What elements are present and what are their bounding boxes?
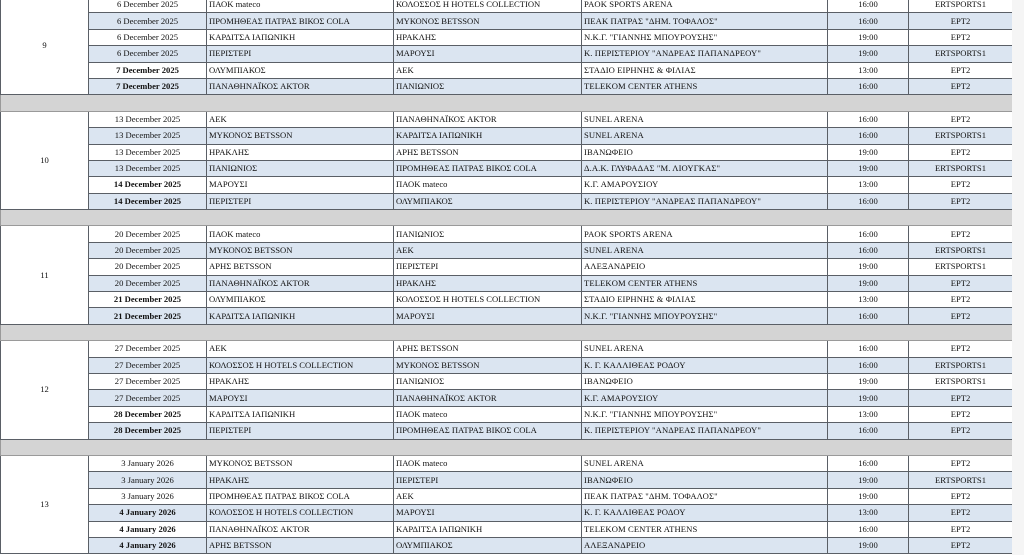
tv-channel: ΕΡΤ2 bbox=[909, 488, 1013, 504]
game-row bbox=[1, 242, 1013, 258]
away-team: ΠΑΝΑΘΗΝΑΪΚΟΣ AKTOR bbox=[394, 390, 582, 406]
venue: Δ.Α.Κ. ΓΛΥΦΑΔΑΣ "Μ. ΛΙΟΥΓΚΑΣ" bbox=[582, 160, 828, 176]
game-row bbox=[1, 390, 1013, 406]
page-edge bbox=[1012, 0, 1024, 555]
game-row bbox=[1, 29, 1013, 45]
away-team: ΠΑΝΙΩΝΙΟΣ bbox=[394, 78, 582, 94]
tv-channel: ΕΡΤ2 bbox=[909, 275, 1013, 291]
venue: Κ. Γ. ΚΑΛΛΙΘΕΑΣ ΡΟΔΟΥ bbox=[582, 357, 828, 373]
venue: ΠΕΑΚ ΠΑΤΡΑΣ "ΔΗΜ. ΤΟΦΑΛΟΣ" bbox=[582, 488, 828, 504]
venue: SUNEL ARENA bbox=[582, 455, 828, 471]
match-date: 3 January 2026 bbox=[89, 488, 207, 504]
round-separator bbox=[1, 210, 1013, 226]
match-date: 14 December 2025 bbox=[89, 193, 207, 209]
match-date: 28 December 2025 bbox=[89, 406, 207, 422]
match-date: 6 December 2025 bbox=[89, 13, 207, 29]
venue: SUNEL ARENA bbox=[582, 242, 828, 258]
home-team: ΠΑΝΑΘΗΝΑΪΚΟΣ AKTOR bbox=[207, 275, 394, 291]
away-team: ΚΑΡΔΙΤΣΑ ΙΑΠΩΝΙΚΗ bbox=[394, 128, 582, 144]
tip-off-time: 16:00 bbox=[828, 308, 909, 324]
home-team: ΚΑΡΔΙΤΣΑ ΙΑΠΩΝΙΚΗ bbox=[207, 308, 394, 324]
tv-channel: ERTSPORTS1 bbox=[909, 259, 1013, 275]
venue: ΙΒΑΝΩΦΕΙΟ bbox=[582, 373, 828, 389]
tip-off-time: 13:00 bbox=[828, 406, 909, 422]
match-date: 7 December 2025 bbox=[89, 78, 207, 94]
match-date: 28 December 2025 bbox=[89, 423, 207, 439]
away-team: ΠΕΡΙΣΤΕΡΙ bbox=[394, 472, 582, 488]
tv-channel: ERTSPORTS1 bbox=[909, 357, 1013, 373]
venue: SUNEL ARENA bbox=[582, 128, 828, 144]
away-team: ΑΡΗΣ BETSSON bbox=[394, 144, 582, 160]
game-row bbox=[1, 193, 1013, 209]
home-team: ΗΡΑΚΛΗΣ bbox=[207, 373, 394, 389]
home-team: ΠΑΝΑΘΗΝΑΪΚΟΣ AKTOR bbox=[207, 521, 394, 537]
game-row bbox=[1, 357, 1013, 373]
tv-channel: ΕΡΤ2 bbox=[909, 341, 1013, 357]
game-row bbox=[1, 78, 1013, 94]
round-number: 13 bbox=[1, 455, 89, 553]
home-team: ΚΟΛΟΣΣΟΣ Η HOTELS COLLECTION bbox=[207, 357, 394, 373]
home-team: ΗΡΑΚΛΗΣ bbox=[207, 144, 394, 160]
game-row bbox=[1, 144, 1013, 160]
tv-channel: ΕΡΤ2 bbox=[909, 505, 1013, 521]
tip-off-time: 19:00 bbox=[828, 537, 909, 553]
tv-channel: ΕΡΤ2 bbox=[909, 406, 1013, 422]
game-row bbox=[1, 160, 1013, 176]
game-row bbox=[1, 373, 1013, 389]
tv-channel: ΕΡΤ2 bbox=[909, 62, 1013, 78]
match-date: 7 December 2025 bbox=[89, 62, 207, 78]
tip-off-time: 13:00 bbox=[828, 62, 909, 78]
match-date: 3 January 2026 bbox=[89, 472, 207, 488]
separator-cell bbox=[1, 324, 1013, 340]
away-team: ΟΛΥΜΠΙΑΚΟΣ bbox=[394, 193, 582, 209]
venue: TELEKOM CENTER ATHENS bbox=[582, 275, 828, 291]
match-date: 14 December 2025 bbox=[89, 177, 207, 193]
home-team: ΜΑΡΟΥΣΙ bbox=[207, 390, 394, 406]
venue: SUNEL ARENA bbox=[582, 341, 828, 357]
away-team: ΠΕΡΙΣΤΕΡΙ bbox=[394, 259, 582, 275]
away-team: ΚΟΛΟΣΣΟΣ Η HOTELS COLLECTION bbox=[394, 292, 582, 308]
tv-channel: ΕΡΤ2 bbox=[909, 537, 1013, 553]
tip-off-time: 19:00 bbox=[828, 488, 909, 504]
tip-off-time: 16:00 bbox=[828, 0, 909, 13]
game-row bbox=[1, 488, 1013, 504]
tip-off-time: 16:00 bbox=[828, 128, 909, 144]
round-number: 12 bbox=[1, 341, 89, 439]
venue: Κ. ΠΕΡΙΣΤΕΡΙΟΥ "ΑΝΔΡΕΑΣ ΠΑΠΑΝΔΡΕΟΥ" bbox=[582, 46, 828, 62]
venue: Ν.Κ.Γ. "ΓΙΑΝΝΗΣ ΜΠΟΥΡΟΥΣΗΣ" bbox=[582, 29, 828, 45]
home-team: ΠΑΟΚ mateco bbox=[207, 0, 394, 13]
tip-off-time: 16:00 bbox=[828, 111, 909, 127]
tip-off-time: 19:00 bbox=[828, 144, 909, 160]
away-team: ΠΑΟΚ mateco bbox=[394, 177, 582, 193]
match-date: 27 December 2025 bbox=[89, 390, 207, 406]
venue: ΙΒΑΝΩΦΕΙΟ bbox=[582, 144, 828, 160]
round-separator bbox=[1, 324, 1013, 340]
tv-channel: ΕΡΤ2 bbox=[909, 111, 1013, 127]
game-row bbox=[1, 292, 1013, 308]
round-separator bbox=[1, 95, 1013, 111]
round-separator bbox=[1, 439, 1013, 455]
game-row bbox=[1, 505, 1013, 521]
match-date: 20 December 2025 bbox=[89, 259, 207, 275]
home-team: ΜΥΚΟΝΟΣ BETSSON bbox=[207, 128, 394, 144]
tv-channel: ΕΡΤ2 bbox=[909, 177, 1013, 193]
home-team: ΗΡΑΚΛΗΣ bbox=[207, 472, 394, 488]
home-team: ΜΑΡΟΥΣΙ bbox=[207, 177, 394, 193]
match-date: 6 December 2025 bbox=[89, 46, 207, 62]
match-date: 4 January 2026 bbox=[89, 537, 207, 553]
venue: PAOK SPORTS ARENA bbox=[582, 0, 828, 13]
tip-off-time: 19:00 bbox=[828, 46, 909, 62]
home-team: ΠΡΟΜΗΘΕΑΣ ΠΑΤΡΑΣ ΒΙΚΟΣ COLA bbox=[207, 488, 394, 504]
tv-channel: ERTSPORTS1 bbox=[909, 472, 1013, 488]
match-date: 21 December 2025 bbox=[89, 292, 207, 308]
tip-off-time: 13:00 bbox=[828, 505, 909, 521]
away-team: ΗΡΑΚΛΗΣ bbox=[394, 29, 582, 45]
tv-channel: ΕΡΤ2 bbox=[909, 193, 1013, 209]
tv-channel: ERTSPORTS1 bbox=[909, 242, 1013, 258]
tv-channel: ΕΡΤ2 bbox=[909, 521, 1013, 537]
match-date: 6 December 2025 bbox=[89, 0, 207, 13]
tip-off-time: 16:00 bbox=[828, 521, 909, 537]
tip-off-time: 19:00 bbox=[828, 373, 909, 389]
tv-channel: ΕΡΤ2 bbox=[909, 308, 1013, 324]
away-team: ΗΡΑΚΛΗΣ bbox=[394, 275, 582, 291]
game-row bbox=[1, 62, 1013, 78]
tip-off-time: 16:00 bbox=[828, 13, 909, 29]
game-row bbox=[1, 455, 1013, 471]
match-date: 21 December 2025 bbox=[89, 308, 207, 324]
match-date: 27 December 2025 bbox=[89, 357, 207, 373]
match-date: 3 January 2026 bbox=[89, 455, 207, 471]
tv-channel: ERTSPORTS1 bbox=[909, 373, 1013, 389]
away-team: ΚΟΛΟΣΣΟΣ Η HOTELS COLLECTION bbox=[394, 0, 582, 13]
tv-channel: ΕΡΤ2 bbox=[909, 390, 1013, 406]
game-row bbox=[1, 0, 1013, 13]
match-date: 13 December 2025 bbox=[89, 128, 207, 144]
match-date: 13 December 2025 bbox=[89, 160, 207, 176]
game-row bbox=[1, 472, 1013, 488]
away-team: ΜΑΡΟΥΣΙ bbox=[394, 505, 582, 521]
away-team: ΠΡΟΜΗΘΕΑΣ ΠΑΤΡΑΣ ΒΙΚΟΣ COLA bbox=[394, 423, 582, 439]
tip-off-time: 16:00 bbox=[828, 357, 909, 373]
tip-off-time: 19:00 bbox=[828, 29, 909, 45]
game-row bbox=[1, 177, 1013, 193]
away-team: ΠΑΟΚ mateco bbox=[394, 406, 582, 422]
tv-channel: ΕΡΤ2 bbox=[909, 13, 1013, 29]
home-team: ΜΥΚΟΝΟΣ BETSSON bbox=[207, 242, 394, 258]
away-team: ΜΥΚΟΝΟΣ BETSSON bbox=[394, 357, 582, 373]
tv-channel: ERTSPORTS1 bbox=[909, 128, 1013, 144]
away-team: ΠΡΟΜΗΘΕΑΣ ΠΑΤΡΑΣ ΒΙΚΟΣ COLA bbox=[394, 160, 582, 176]
venue: TELEKOM CENTER ATHENS bbox=[582, 78, 828, 94]
away-team: ΑΕΚ bbox=[394, 488, 582, 504]
match-date: 20 December 2025 bbox=[89, 275, 207, 291]
away-team: ΚΑΡΔΙΤΣΑ ΙΑΠΩΝΙΚΗ bbox=[394, 521, 582, 537]
venue: Κ. ΠΕΡΙΣΤΕΡΙΟΥ "ΑΝΔΡΕΑΣ ΠΑΠΑΝΔΡΕΟΥ" bbox=[582, 423, 828, 439]
separator-cell bbox=[1, 210, 1013, 226]
game-row bbox=[1, 521, 1013, 537]
tv-channel: ΕΡΤ2 bbox=[909, 226, 1013, 242]
tv-channel: ERTSPORTS1 bbox=[909, 0, 1013, 13]
venue: Ν.Κ.Γ. "ΓΙΑΝΝΗΣ ΜΠΟΥΡΟΥΣΗΣ" bbox=[582, 406, 828, 422]
away-team: ΠΑΝΑΘΗΝΑΪΚΟΣ AKTOR bbox=[394, 111, 582, 127]
match-date: 13 December 2025 bbox=[89, 111, 207, 127]
away-team: ΠΑΟΚ mateco bbox=[394, 455, 582, 471]
tip-off-time: 19:00 bbox=[828, 259, 909, 275]
home-team: ΠΑΝΙΩΝΙΟΣ bbox=[207, 160, 394, 176]
home-team: ΑΕΚ bbox=[207, 341, 394, 357]
home-team: ΠΑΟΚ mateco bbox=[207, 226, 394, 242]
tip-off-time: 13:00 bbox=[828, 292, 909, 308]
venue: Ν.Κ.Γ. "ΓΙΑΝΝΗΣ ΜΠΟΥΡΟΥΣΗΣ" bbox=[582, 308, 828, 324]
tip-off-time: 16:00 bbox=[828, 423, 909, 439]
game-row bbox=[1, 423, 1013, 439]
away-team: ΠΑΝΙΩΝΙΟΣ bbox=[394, 226, 582, 242]
game-row bbox=[1, 308, 1013, 324]
away-team: ΑΕΚ bbox=[394, 242, 582, 258]
match-date: 27 December 2025 bbox=[89, 341, 207, 357]
round-number: 9 bbox=[1, 0, 89, 95]
tip-off-time: 13:00 bbox=[828, 177, 909, 193]
away-team: ΑΕΚ bbox=[394, 62, 582, 78]
home-team: ΜΥΚΟΝΟΣ BETSSON bbox=[207, 455, 394, 471]
tip-off-time: 16:00 bbox=[828, 78, 909, 94]
match-date: 4 January 2026 bbox=[89, 505, 207, 521]
game-row bbox=[1, 259, 1013, 275]
away-team: ΟΛΥΜΠΙΑΚΟΣ bbox=[394, 537, 582, 553]
venue: ΣΤΑΔΙΟ ΕΙΡΗΝΗΣ & ΦΙΛΙΑΣ bbox=[582, 62, 828, 78]
match-date: 20 December 2025 bbox=[89, 242, 207, 258]
tip-off-time: 16:00 bbox=[828, 193, 909, 209]
home-team: ΠΕΡΙΣΤΕΡΙ bbox=[207, 193, 394, 209]
home-team: ΑΕΚ bbox=[207, 111, 394, 127]
venue: Κ. Γ. ΚΑΛΛΙΘΕΑΣ ΡΟΔΟΥ bbox=[582, 505, 828, 521]
match-date: 27 December 2025 bbox=[89, 373, 207, 389]
tv-channel: ΕΡΤ2 bbox=[909, 423, 1013, 439]
tv-channel: ΕΡΤ2 bbox=[909, 455, 1013, 471]
home-team: ΚΑΡΔΙΤΣΑ ΙΑΠΩΝΙΚΗ bbox=[207, 406, 394, 422]
venue: Κ.Γ. ΑΜΑΡΟΥΣΙΟΥ bbox=[582, 390, 828, 406]
game-row bbox=[1, 46, 1013, 62]
tv-channel: ERTSPORTS1 bbox=[909, 160, 1013, 176]
venue: Κ. ΠΕΡΙΣΤΕΡΙΟΥ "ΑΝΔΡΕΑΣ ΠΑΠΑΝΔΡΕΟΥ" bbox=[582, 193, 828, 209]
venue: ΑΛΕΞΑΝΔΡΕΙΟ bbox=[582, 259, 828, 275]
game-row bbox=[1, 13, 1013, 29]
tip-off-time: 16:00 bbox=[828, 341, 909, 357]
home-team: ΚΟΛΟΣΣΟΣ Η HOTELS COLLECTION bbox=[207, 505, 394, 521]
home-team: ΟΛΥΜΠΙΑΚΟΣ bbox=[207, 292, 394, 308]
home-team: ΠΕΡΙΣΤΕΡΙ bbox=[207, 423, 394, 439]
home-team: ΠΕΡΙΣΤΕΡΙ bbox=[207, 46, 394, 62]
away-team: ΜΑΡΟΥΣΙ bbox=[394, 308, 582, 324]
tip-off-time: 16:00 bbox=[828, 242, 909, 258]
tv-channel: ΕΡΤ2 bbox=[909, 144, 1013, 160]
tip-off-time: 19:00 bbox=[828, 275, 909, 291]
venue: ΙΒΑΝΩΦΕΙΟ bbox=[582, 472, 828, 488]
home-team: ΠΑΝΑΘΗΝΑΪΚΟΣ AKTOR bbox=[207, 78, 394, 94]
game-row bbox=[1, 537, 1013, 553]
game-row bbox=[1, 341, 1013, 357]
match-date: 13 December 2025 bbox=[89, 144, 207, 160]
away-team: ΜΑΡΟΥΣΙ bbox=[394, 46, 582, 62]
round-number: 11 bbox=[1, 226, 89, 324]
venue: SUNEL ARENA bbox=[582, 111, 828, 127]
venue: TELEKOM CENTER ATHENS bbox=[582, 521, 828, 537]
game-row bbox=[1, 406, 1013, 422]
away-team: ΜΥΚΟΝΟΣ BETSSON bbox=[394, 13, 582, 29]
separator-cell bbox=[1, 95, 1013, 111]
home-team: ΚΑΡΔΙΤΣΑ ΙΑΠΩΝΙΚΗ bbox=[207, 29, 394, 45]
tip-off-time: 19:00 bbox=[828, 160, 909, 176]
venue: ΑΛΕΞΑΝΔΡΕΙΟ bbox=[582, 537, 828, 553]
game-row bbox=[1, 275, 1013, 291]
tv-channel: ΕΡΤ2 bbox=[909, 292, 1013, 308]
match-date: 4 January 2026 bbox=[89, 521, 207, 537]
venue: Κ.Γ. ΑΜΑΡΟΥΣΙΟΥ bbox=[582, 177, 828, 193]
separator-cell bbox=[1, 439, 1013, 455]
match-date: 6 December 2025 bbox=[89, 29, 207, 45]
home-team: ΑΡΗΣ BETSSON bbox=[207, 259, 394, 275]
game-row bbox=[1, 111, 1013, 127]
tip-off-time: 16:00 bbox=[828, 226, 909, 242]
venue: PAOK SPORTS ARENA bbox=[582, 226, 828, 242]
game-row bbox=[1, 226, 1013, 242]
away-team: ΑΡΗΣ BETSSON bbox=[394, 341, 582, 357]
home-team: ΠΡΟΜΗΘΕΑΣ ΠΑΤΡΑΣ ΒΙΚΟΣ COLA bbox=[207, 13, 394, 29]
round-number: 10 bbox=[1, 111, 89, 209]
away-team: ΠΑΝΙΩΝΙΟΣ bbox=[394, 373, 582, 389]
home-team: ΟΛΥΜΠΙΑΚΟΣ bbox=[207, 62, 394, 78]
tip-off-time: 19:00 bbox=[828, 472, 909, 488]
tip-off-time: 19:00 bbox=[828, 390, 909, 406]
tv-channel: ΕΡΤ2 bbox=[909, 78, 1013, 94]
venue: ΣΤΑΔΙΟ ΕΙΡΗΝΗΣ & ΦΙΛΙΑΣ bbox=[582, 292, 828, 308]
match-date: 20 December 2025 bbox=[89, 226, 207, 242]
tv-channel: ERTSPORTS1 bbox=[909, 46, 1013, 62]
venue: ΠΕΑΚ ΠΑΤΡΑΣ "ΔΗΜ. ΤΟΦΑΛΟΣ" bbox=[582, 13, 828, 29]
tip-off-time: 16:00 bbox=[828, 455, 909, 471]
tv-channel: ΕΡΤ2 bbox=[909, 29, 1013, 45]
home-team: ΑΡΗΣ BETSSON bbox=[207, 537, 394, 553]
game-row bbox=[1, 128, 1013, 144]
